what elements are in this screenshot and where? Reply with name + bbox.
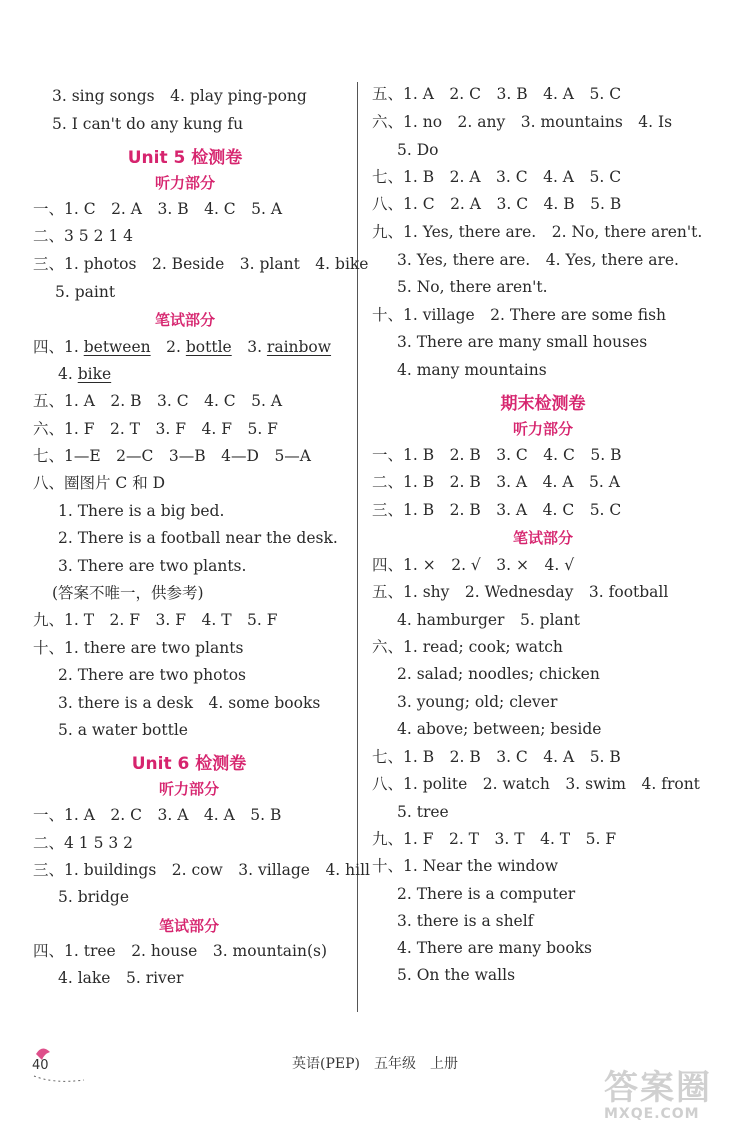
answer-line: 5. No, there aren't. bbox=[397, 278, 548, 296]
answer-line-underlined bbox=[58, 364, 111, 384]
answer-line: 三、1. B 2. B 3. A 4. C 5. C bbox=[372, 501, 622, 519]
answer-line: 2. There is a computer bbox=[397, 885, 576, 903]
answer-note: (答案不唯一，供参考) bbox=[52, 584, 204, 602]
final-listening-heading: 听力部分 bbox=[512, 420, 573, 438]
answer-line: 四、1. tree 2. house 3. mountain(s) bbox=[33, 942, 328, 960]
unit5-written-heading: 笔试部分 bbox=[154, 311, 215, 329]
answer-line: 5. On the walls bbox=[397, 966, 516, 984]
answer-line: 3. young; old; clever bbox=[397, 693, 558, 711]
answer-line: 六、1. F 2. T 3. F 4. F 5. F bbox=[33, 420, 278, 438]
answer-line: 3. there is a shelf bbox=[397, 912, 534, 930]
answer-line: 4. many mountains bbox=[397, 361, 547, 379]
answer-line: 5. tree bbox=[397, 803, 449, 821]
answer-line: 九、1. T 2. F 3. F 4. T 5. F bbox=[33, 611, 278, 629]
answer-line: 三、1. photos 2. Beside 3. plant 4. bike bbox=[33, 255, 369, 273]
answer-line: 3. Yes, there are. 4. Yes, there are. bbox=[397, 251, 679, 269]
answer-line: 五、1. A 2. C 3. B 4. A 5. C bbox=[372, 85, 622, 103]
page-number: 40 bbox=[32, 1058, 49, 1073]
answer-line: 四、1. × 2. √ 3. × 4. √ bbox=[372, 556, 575, 574]
answer-line: 3. there is a desk 4. some books bbox=[58, 694, 321, 712]
answer-line: 九、1. F 2. T 3. T 4. T 5. F bbox=[372, 830, 617, 848]
answer-line: 三、1. buildings 2. cow 3. village 4. hill bbox=[33, 861, 371, 879]
prefix: 4. bbox=[58, 365, 78, 383]
answer-line: 3. There are many small houses bbox=[397, 333, 648, 351]
answer-line: 一、1. A 2. C 3. A 4. A 5. B bbox=[33, 806, 282, 824]
answer-line: 十、1. village 2. There are some fish bbox=[372, 306, 667, 324]
answer-line: 4. above; between; beside bbox=[397, 720, 602, 738]
answer-line: 一、1. B 2. B 3. C 4. C 5. B bbox=[372, 446, 622, 464]
answer-line: 八、圈图片 C 和 D bbox=[33, 474, 166, 492]
unit6-written-heading: 笔试部分 bbox=[158, 917, 219, 935]
answer-line: 5. Do bbox=[397, 141, 439, 159]
underlined-word: between bbox=[83, 338, 151, 356]
answer-line: 3. sing songs 4. play ping-pong bbox=[52, 87, 307, 105]
answer-line: 七、1. B 2. A 3. C 4. A 5. C bbox=[372, 168, 622, 186]
underlined-word: rainbow bbox=[266, 338, 332, 356]
prefix: 3. bbox=[231, 338, 267, 356]
unit6-listening-heading: 听力部分 bbox=[158, 780, 219, 798]
answer-line: 2. There is a football near the desk. bbox=[58, 529, 338, 547]
watermark-url: MXQE.COM bbox=[604, 1106, 700, 1122]
answer-line: 4. hamburger 5. plant bbox=[397, 611, 581, 629]
site-watermark bbox=[600, 1058, 740, 1128]
answer-line: 二、1. B 2. B 3. A 4. A 5. A bbox=[372, 473, 620, 491]
answer-line: 十、1. Near the window bbox=[372, 857, 559, 875]
answer-line: 五、1. A 2. B 3. C 4. C 5. A bbox=[33, 392, 283, 410]
unit5-title: Unit 5 检测卷 bbox=[127, 148, 243, 168]
answer-line: 十、1. there are two plants bbox=[33, 639, 244, 657]
final-exam-title: 期末检测卷 bbox=[500, 394, 586, 414]
answer-line: 5. bridge bbox=[58, 888, 130, 906]
final-written-heading: 笔试部分 bbox=[512, 529, 573, 547]
answer-line: 九、1. Yes, there are. 2. No, there aren't. bbox=[372, 223, 703, 241]
answer-line: 4. lake 5. river bbox=[58, 969, 184, 987]
answer-line-underlined bbox=[33, 337, 331, 357]
answer-line: 2. salad; noodles; chicken bbox=[397, 665, 600, 683]
watermark-text: 答案圈 bbox=[604, 1068, 712, 1108]
prefix: 四、1. bbox=[33, 338, 84, 356]
answer-line: 二、3 5 2 1 4 bbox=[33, 227, 134, 245]
prefix: 2. bbox=[150, 338, 186, 356]
underlined-word: bike bbox=[77, 365, 112, 383]
book-info: 英语(PEP) 五年级 上册 bbox=[292, 1056, 458, 1072]
answer-line: 八、1. polite 2. watch 3. swim 4. front bbox=[372, 775, 700, 793]
answer-line: 4. There are many books bbox=[397, 939, 593, 957]
answer-line: 六、1. read; cook; watch bbox=[372, 638, 563, 656]
answer-line: 七、1—E 2—C 3—B 4—D 5—A bbox=[33, 447, 311, 465]
answer-line: 5. a water bottle bbox=[58, 721, 188, 739]
underlined-word: bottle bbox=[185, 338, 232, 356]
answer-line: 1. There is a big bed. bbox=[58, 502, 225, 520]
answer-line: 七、1. B 2. B 3. C 4. A 5. B bbox=[372, 748, 621, 766]
unit6-title: Unit 6 检测卷 bbox=[131, 754, 247, 774]
answer-line: 六、1. no 2. any 3. mountains 4. Is bbox=[372, 113, 673, 131]
answer-line: 五、1. shy 2. Wednesday 3. football bbox=[372, 583, 669, 601]
answer-line: 八、1. C 2. A 3. C 4. B 5. B bbox=[372, 195, 622, 213]
answer-line: 3. There are two plants. bbox=[58, 557, 247, 575]
answer-line: 二、4 1 5 3 2 bbox=[33, 834, 134, 852]
answer-line: 一、1. C 2. A 3. B 4. C 5. A bbox=[33, 200, 283, 218]
answer-line: 5. I can't do any kung fu bbox=[52, 115, 244, 133]
answer-line: 2. There are two photos bbox=[58, 666, 246, 684]
unit5-listening-heading: 听力部分 bbox=[154, 174, 215, 192]
answer-line: 5. paint bbox=[55, 283, 116, 301]
